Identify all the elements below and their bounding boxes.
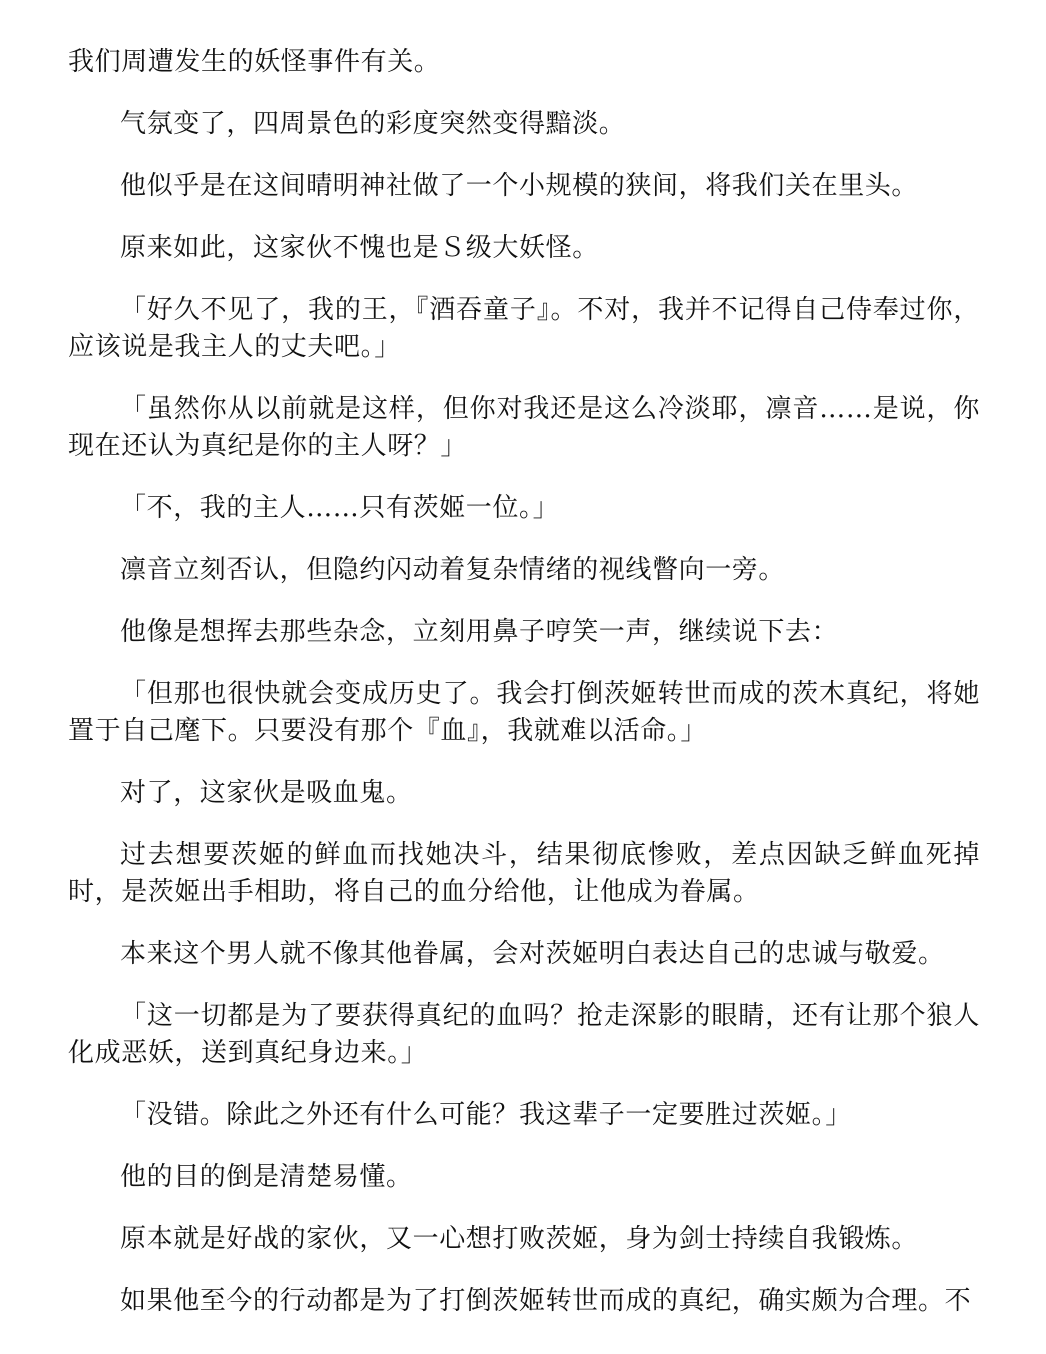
paragraph: 原本就是好战的家伙，又一心想打败茨姬，身为剑士持续自我锻炼。 bbox=[120, 1224, 919, 1254]
paragraph-gap bbox=[68, 589, 980, 614]
body-text bbox=[68, 44, 980, 1320]
paragraph-gap bbox=[68, 527, 980, 552]
paragraph: 他的目的倒是清楚易懂。 bbox=[120, 1162, 413, 1192]
dialogue-paragraph: 「不，我的主人……只有茨姬一位。」 bbox=[120, 493, 560, 523]
paragraph-gap bbox=[68, 465, 980, 490]
paragraph-gap bbox=[68, 973, 980, 998]
paragraph-gap bbox=[68, 812, 980, 837]
paragraph: 本来这个男人就不像其他眷属，会对茨姬明白表达自己的忠诚与敬爱。 bbox=[120, 939, 945, 969]
paragraph-gap bbox=[68, 911, 980, 936]
paragraph: 凛音立刻否认，但隐约闪动着复杂情绪的视线瞥向一旁。 bbox=[120, 555, 786, 585]
paragraph: 他似乎是在这间晴明神社做了一个小规模的狭间，将我们关在里头。 bbox=[120, 171, 919, 201]
paragraph-gap bbox=[68, 651, 980, 676]
paragraph: 原来如此，这家伙不愧也是Ｓ级大妖怪。 bbox=[120, 233, 599, 263]
paragraph-gap bbox=[68, 750, 980, 775]
dialogue-paragraph: 「这一切都是为了要获得真纪的血吗？抢走深影的眼睛，还有让那个狼人化成恶妖，送到真纪身边来。」 bbox=[68, 1001, 980, 1068]
paragraph: 对了，这家伙是吸血鬼。 bbox=[120, 778, 413, 808]
paragraph-gap bbox=[68, 1196, 980, 1221]
dialogue-paragraph: 「没错。除此之外还有什么可能？我这辈子一定要胜过茨姬。」 bbox=[120, 1100, 852, 1130]
paragraph-gap bbox=[68, 81, 980, 106]
paragraph-gap bbox=[68, 143, 980, 168]
paragraph-gap bbox=[68, 1072, 980, 1097]
dialogue-paragraph: 「好久不见了，我的王，『酒吞童子』。不对，我并不记得自己侍奉过你，应该说是我主人的丈夫吧。」 bbox=[68, 295, 980, 362]
paragraph-gap bbox=[68, 1134, 980, 1159]
paragraph-gap bbox=[68, 1258, 980, 1283]
paragraph-gap bbox=[68, 366, 980, 391]
paragraph: 如果他至今的行动都是为了打倒茨姬转世而成的真纪，确实颇为合理。不 bbox=[120, 1286, 972, 1316]
paragraph: 气氛变了，四周景色的彩度突然变得黯淡。 bbox=[120, 109, 626, 139]
paragraph: 我们周遭发生的妖怪事件有关。 bbox=[68, 47, 441, 77]
paragraph: 他像是想挥去那些杂念，立刻用鼻子哼笑一声，继续说下去： bbox=[120, 617, 839, 647]
paragraph: 过去想要茨姬的鲜血而找她决斗，结果彻底惨败，差点因缺乏鲜血死掉时，是茨姬出手相助，将自己的血分给他，让他成为眷属。 bbox=[68, 840, 980, 907]
paragraph-gap bbox=[68, 267, 980, 292]
dialogue-paragraph: 「但那也很快就会变成历史了。我会打倒茨姬转世而成的茨木真纪，将她置于自己麾下。只要没有那个『血』，我就难以活命。」 bbox=[68, 679, 980, 746]
paragraph-gap bbox=[68, 205, 980, 230]
dialogue-paragraph: 「虽然你从以前就是这样，但你对我还是这么冷淡耶，凛音……是说，你现在还认为真纪是你的主人呀？」 bbox=[68, 394, 980, 461]
